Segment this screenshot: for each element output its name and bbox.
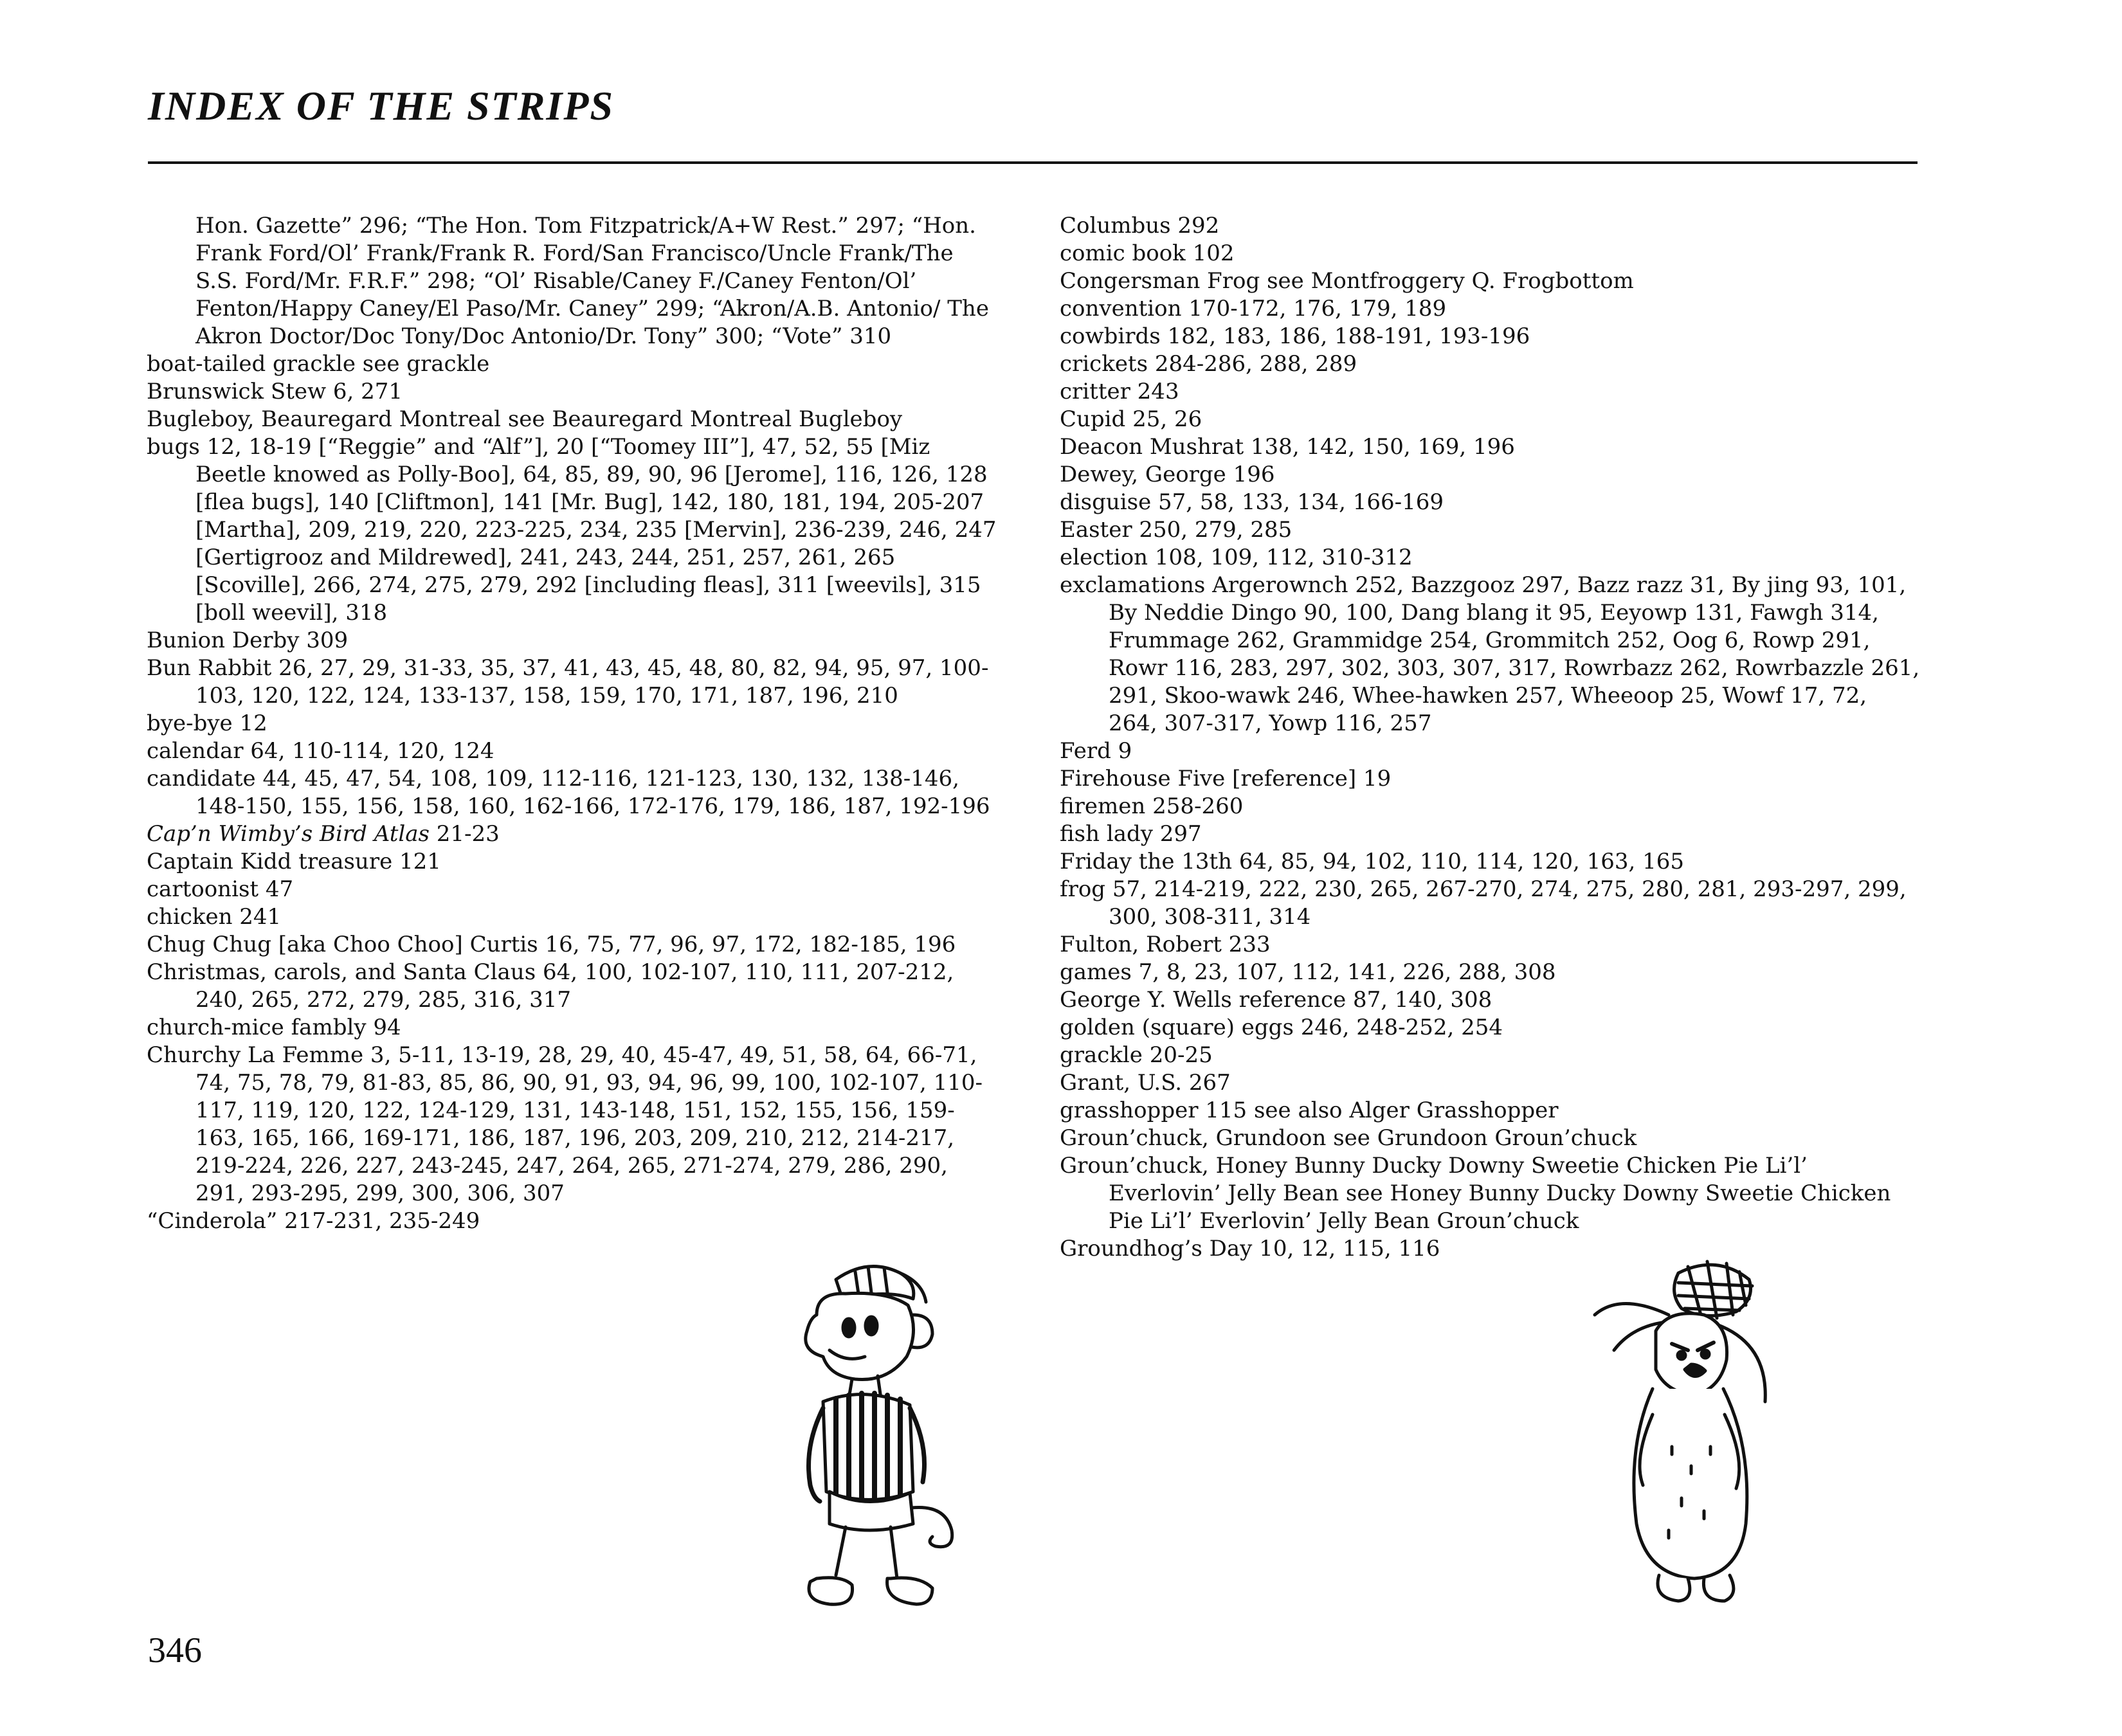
index-entry: [1060, 931, 1921, 959]
index-entry-text: Congersman Frog see Montfroggery Q. Frogbottom: [1060, 268, 1634, 294]
index-entry-text: Churchy La Femme 3, 5-11, 13-19, 28, 29, 40, 45-47, 49, 51, 58, 64, 66-71, 74, 75, 78, 79, 81-83, 85, 86, 90, 91, 93, 94, 96, 99, 100, 102-107, 110-117, 119, 120, 122, 124-129, 131, 143-148, 151, 152, 155, 156, 159-163, 165, 166, 169-171, 186, 187, 196, 203, 209, 210, 212, 214-217, 219-224, 226, 227, 243-245, 247, 264, 265, 271-274, 279, 286, 290, 291, 293-295, 299, 300, 306, 307: [147, 1042, 983, 1206]
index-entry-title: Cap’n Wimby’s Bird Atlas: [147, 821, 430, 847]
index-entry: [147, 627, 1002, 655]
index-entry-text: bye-bye 12: [147, 710, 268, 736]
index-entry: [1060, 793, 1921, 820]
index-entry-text: Cupid 25, 26: [1060, 406, 1202, 432]
index-entry-text: Groun’chuck, Honey Bunny Ducky Downy Sweetie Chicken Pie Li’l’ Everlovin’ Jelly Bean see Honey Bunny Ducky Downy Sweetie Chicken Pie Li’l’ Everlovin’ Jelly Bean Groun’chuck: [1060, 1153, 1891, 1234]
index-entry-text: Bunion Derby 309: [147, 628, 349, 653]
index-entry-text: Deacon Mushrat 138, 142, 150, 169, 196: [1060, 434, 1515, 460]
index-entry-text: church-mice fambly 94: [147, 1015, 401, 1040]
index-entry: [147, 350, 1002, 378]
index-entry-text: comic book 102: [1060, 240, 1235, 266]
index-entry: [147, 820, 1002, 848]
index-entry-text: Grant, U.S. 267: [1060, 1070, 1231, 1096]
index-entry-text: calendar 64, 110-114, 120, 124: [147, 738, 494, 764]
index-entry: [147, 710, 1002, 737]
index-entry-text: crickets 284-286, 288, 289: [1060, 351, 1357, 377]
index-entry-text: Chug Chug [aka Choo Choo] Curtis 16, 75, 77, 96, 97, 172, 182-185, 196: [147, 932, 956, 957]
index-entry: [147, 876, 1002, 903]
index-entry-text: disguise 57, 58, 133, 134, 166-169: [1060, 489, 1444, 515]
index-entry-text: Hon. Gazette” 296; “The Hon. Tom Fitzpatrick/A+W Rest.” 297; “Hon. Frank Ford/Ol’ Frank/Frank R. Ford/San Francisco/Uncle Frank/The S.S. Ford/Mr. F.R.F.” 298; “Ol’ Risable/Caney F./Caney Fenton/Ol’ Fenton/Happy Caney/El Paso/Mr. Caney” 299; “Akron/A.B. Antonio/ The Akron Doctor/Doc Tony/Doc Antonio/Dr. Tony” 300; “Vote” 310: [195, 213, 989, 349]
index-entry-text: critter 243: [1060, 379, 1179, 404]
index-entry: [1060, 737, 1921, 765]
index-entry: [147, 433, 1002, 627]
index-entry: [1060, 986, 1921, 1014]
page-number: 346: [148, 1631, 202, 1670]
index-entry: [1060, 1042, 1921, 1069]
index-entry-text: convention 170-172, 176, 179, 189: [1060, 296, 1447, 321]
index-entry-text: Christmas, carols, and Santa Claus 64, 100, 102-107, 110, 111, 207-212, 240, 265, 272, 279, 285, 316, 317: [147, 959, 954, 1013]
index-entry-text: boat-tailed grackle see grackle: [147, 351, 490, 377]
index-entry: [147, 212, 1002, 350]
index-entry: [147, 655, 1002, 710]
index-entry: [1060, 516, 1921, 544]
index-entry: [1060, 959, 1921, 986]
index-entry: [1060, 848, 1921, 876]
index-entry-text: “Cinderola” 217-231, 235-249: [147, 1208, 480, 1234]
index-entry-text: Fulton, Robert 233: [1060, 932, 1271, 957]
groundhog-cartoon: [1556, 1254, 1800, 1640]
index-entry-text: fish lady 297: [1060, 821, 1202, 847]
index-entry-text: cartoonist 47: [147, 876, 294, 902]
index-entry-text: golden (square) eggs 246, 248-252, 254: [1060, 1015, 1503, 1040]
index-entry-text: bugs 12, 18-19 [“Reggie” and “Alf”], 20 [“Toomey III”], 47, 52, 55 [Miz Beetle knowed as Polly-Boo], 64, 85, 89, 90, 96 [Jerome], 116, 126, 128 [flea bugs], 140 [Cliftmon], 141 [Mr. Bug], 142, 180, 181, 194, 205-207 [Martha], 209, 219, 220, 223-225, 234, 235 [Mervin], 236-239, 246, 247 [Gertigrooz and Mildrewed], 241, 243, 244, 251, 257, 261, 265 [Scoville], 266, 274, 275, 279, 292 [including fleas], 311 [weevils], 315 [boll weevil], 318: [147, 434, 997, 626]
index-entry: [1060, 433, 1921, 461]
index-entry: [1060, 350, 1921, 378]
index-entry: [1060, 489, 1921, 516]
index-entry-text: Friday the 13th 64, 85, 94, 102, 110, 114, 120, 163, 165: [1060, 849, 1684, 874]
index-entry-text: George Y. Wells reference 87, 140, 308: [1060, 987, 1492, 1013]
index-entry: [1060, 461, 1921, 489]
index-entry-text: games 7, 8, 23, 107, 112, 141, 226, 288, 308: [1060, 959, 1556, 985]
index-entry: [147, 378, 1002, 406]
index-entry: [147, 931, 1002, 959]
index-entry-text: Firehouse Five [reference] 19: [1060, 766, 1392, 791]
index-entry: [1060, 406, 1921, 433]
index-entry: [147, 903, 1002, 931]
index-entry-text: cowbirds 182, 183, 186, 188-191, 193-196: [1060, 323, 1530, 349]
index-entry: [147, 848, 1002, 876]
index-entry-text: firemen 258-260: [1060, 793, 1244, 819]
index-entry: [1060, 876, 1921, 931]
page-title: INDEX OF THE STRIPS: [148, 83, 614, 129]
index-entry: [1060, 212, 1921, 240]
index-column-right: [1060, 212, 1921, 1263]
index-entry: [1060, 240, 1921, 267]
index-entry: [1060, 1097, 1921, 1125]
index-entry-text: frog 57, 214-219, 222, 230, 265, 267-270, 274, 275, 280, 281, 293-297, 299, 300, 308-311, 314: [1060, 876, 1907, 930]
index-entry-text: Ferd 9: [1060, 738, 1132, 764]
index-entry-text: Brunswick Stew 6, 271: [147, 379, 403, 404]
index-entry-text: election 108, 109, 112, 310-312: [1060, 545, 1413, 570]
index-entry: [1060, 1152, 1921, 1235]
index-entry: [1060, 378, 1921, 406]
index-entry-text: grasshopper 115 see also Alger Grasshopper: [1060, 1098, 1559, 1123]
index-entry: [147, 1207, 1002, 1235]
index-entry-text: exclamations Argerownch 252, Bazzgooz 297, Bazz razz 31, By jing 93, 101, By Neddie Dingo 90, 100, Dang blang it 95, Eeyowp 131, Fawgh 314, Frummage 262, Grammidge 254, Grommitch 252, Oog 6, Rowp 291, Rowr 116, 283, 297, 302, 303, 307, 317, Rowrbazz 262, Rowrbazzle 261, 291, Skoo-wawk 246, Whee-hawken 257, Wheeoop 25, Wowf 17, 72, 264, 307-317, Yowp 116, 257: [1060, 572, 1920, 736]
index-entry: [1060, 1014, 1921, 1042]
index-entry-text: Captain Kidd treasure 121: [147, 849, 441, 874]
index-entry: [147, 1042, 1002, 1207]
header-rule: [148, 161, 1918, 164]
index-entry: [1060, 572, 1921, 737]
index-entry-text: grackle 20-25: [1060, 1042, 1213, 1068]
index-entry: [1060, 1125, 1921, 1152]
index-entry-text: Dewey, George 196: [1060, 462, 1275, 487]
index-entry: [1060, 323, 1921, 350]
index-entry-text: Bun Rabbit 26, 27, 29, 31-33, 35, 37, 41, 43, 45, 48, 80, 82, 94, 95, 97, 100-103, 120, 122, 124, 133-137, 158, 159, 170, 171, 187, 196, 210: [147, 655, 989, 709]
index-entry: [147, 737, 1002, 765]
index-entry-text: 21-23: [429, 821, 500, 847]
index-entry: [1060, 820, 1921, 848]
monkey-cartoon: [739, 1254, 984, 1640]
index-entry-text: Groundhog’s Day 10, 12, 115, 116: [1060, 1236, 1440, 1261]
index-entry: [147, 959, 1002, 1014]
index-entry-text: Easter 250, 279, 285: [1060, 517, 1292, 543]
index-entry-text: Groun’chuck, Grundoon see Grundoon Groun’chuck: [1060, 1125, 1637, 1151]
index-entry: [1060, 765, 1921, 793]
index-column-left: [147, 212, 1002, 1235]
index-entry-text: Columbus 292: [1060, 213, 1220, 239]
index-entry: [147, 1014, 1002, 1042]
index-entry-text: chicken 241: [147, 904, 282, 930]
index-entry: [1060, 544, 1921, 572]
index-entry-text: candidate 44, 45, 47, 54, 108, 109, 112-116, 121-123, 130, 132, 138-146, 148-150, 155, 156, 158, 160, 162-166, 172-176, 179, 186, 187, 192-196: [147, 766, 990, 819]
page-header: [148, 77, 1918, 135]
index-entry: [1060, 1069, 1921, 1097]
index-entry: [1060, 267, 1921, 295]
index-entry: [147, 406, 1002, 433]
index-entry: [147, 765, 1002, 820]
index-entry-text: Bugleboy, Beauregard Montreal see Beauregard Montreal Bugleboy: [147, 406, 903, 432]
index-entry: [1060, 295, 1921, 323]
